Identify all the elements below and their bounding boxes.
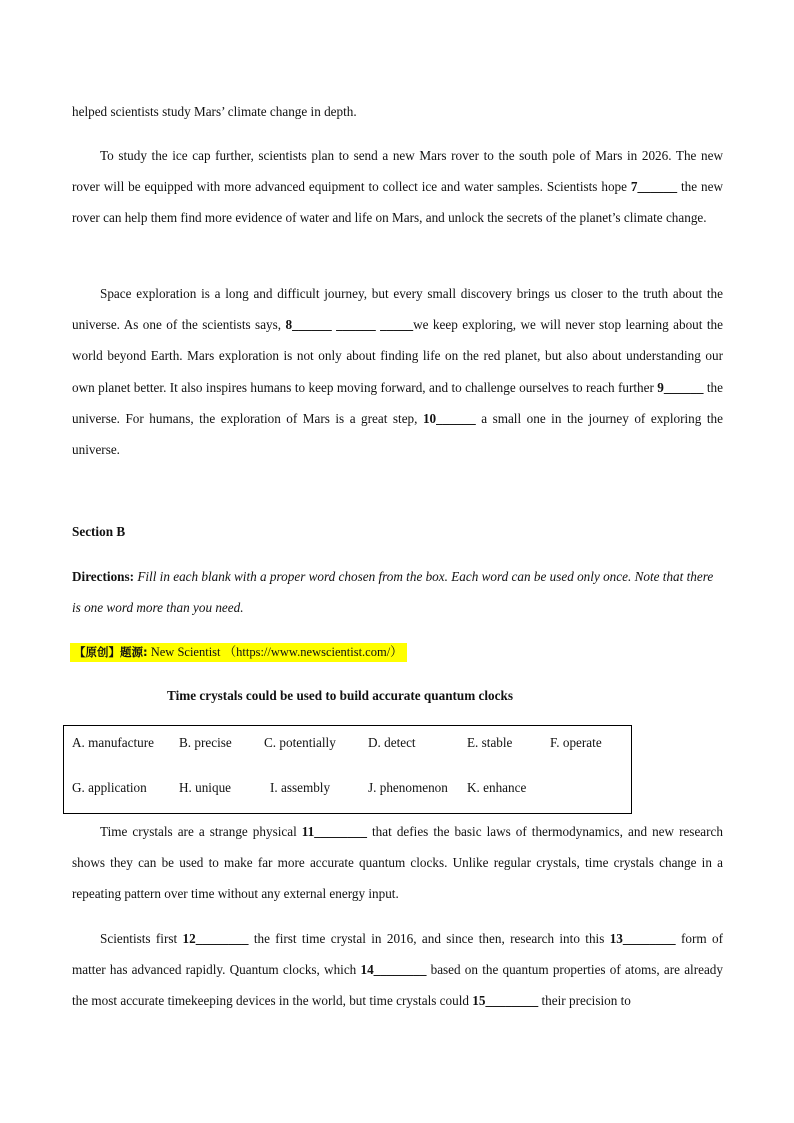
blank-13[interactable]: 13________	[609, 931, 676, 946]
blank-7[interactable]: 7______	[630, 179, 678, 195]
source-text: New Scientist （https://www.newscientist.com/）	[147, 645, 403, 659]
word-option: C. potentially	[264, 735, 336, 750]
blank-10[interactable]: 10______	[422, 410, 476, 426]
word-option: A. manufacture	[72, 735, 155, 750]
section-heading: Section B	[72, 524, 126, 539]
source-banner	[70, 643, 407, 662]
blank-15[interactable]: 15________	[472, 993, 539, 1009]
blank-11[interactable]: 11________	[301, 824, 367, 839]
word-option: H. unique	[179, 780, 232, 795]
passage-title: Time crystals could be used to build accurate quantum clocks	[167, 688, 513, 703]
word-option: K. enhance	[467, 780, 527, 795]
blank-9[interactable]: 9______	[657, 379, 704, 395]
word-option: F. operate	[550, 735, 602, 750]
word-option: J. phenomenon	[368, 780, 448, 795]
directions-text: Fill in each blank with a proper word chosen from the box. Each word can be used only once. Note that there is one word more than you need.	[72, 569, 714, 616]
directions-label: Directions:	[72, 569, 135, 584]
paragraph-climate-change: helped scientists study Mars’ climate change in depth.	[72, 104, 357, 119]
blank-12[interactable]: 12________	[182, 931, 249, 946]
word-option: B. precise	[179, 735, 232, 750]
paragraph-space-exploration: Space exploration is a long and difficult journey, but every small discovery brings us closer to the truth about the universe. As one of the scientists says, 8______ ______ _____we keep exploring, we will never stop learning about the world beyond Earth. Mars exploration is not only about finding life on the red planet, but also about understanding our own planet better. It also inspires humans to keep moving forward, and to challenge ourselves to reach further 9______ the universe. For humans, the exploration of Mars is a great step, 10______ a small one in the journey of exploring the universe.	[72, 286, 723, 458]
blank-8[interactable]: 8______ ______ _____	[285, 317, 414, 333]
paragraph-quantum-clocks: Scientists first 12________ the first time crystal in 2016, and since then, research into this 13________ form of matter has advanced rapidly. Quantum clocks, which 14________ based on the quantum properties of atoms, are already the most accurate timekeeping devices in the world, but time crystals could 15________ their precision to	[72, 931, 723, 1009]
word-option: I. assembly	[270, 780, 331, 795]
paragraph-ice-cap: To study the ice cap further, scientists plan to send a new Mars rover to the south pole of Mars in 2026. The new rover will be equipped with more advanced equipment to collect ice and water samples. Scientists hope 7______ the new rover can help them find more evidence of water and life on Mars, and unlock the secrets of the planet’s climate change.	[72, 148, 723, 226]
source-tag: 【原创】题源:	[74, 645, 148, 659]
word-option: G. application	[72, 780, 147, 795]
directions	[72, 561, 723, 623]
word-bank-box	[63, 725, 632, 814]
blank-14[interactable]: 14________	[360, 962, 427, 978]
paragraph-time-crystals: Time crystals are a strange physical 11________ that defies the basic laws of thermodynamics, and new research shows they can be used to make far more accurate quantum clocks. Unlike regular crystals, time crystals change in a repeating pattern over time without any external energy input.	[72, 824, 723, 902]
word-option: E. stable	[467, 735, 513, 750]
word-option: D. detect	[368, 735, 416, 750]
